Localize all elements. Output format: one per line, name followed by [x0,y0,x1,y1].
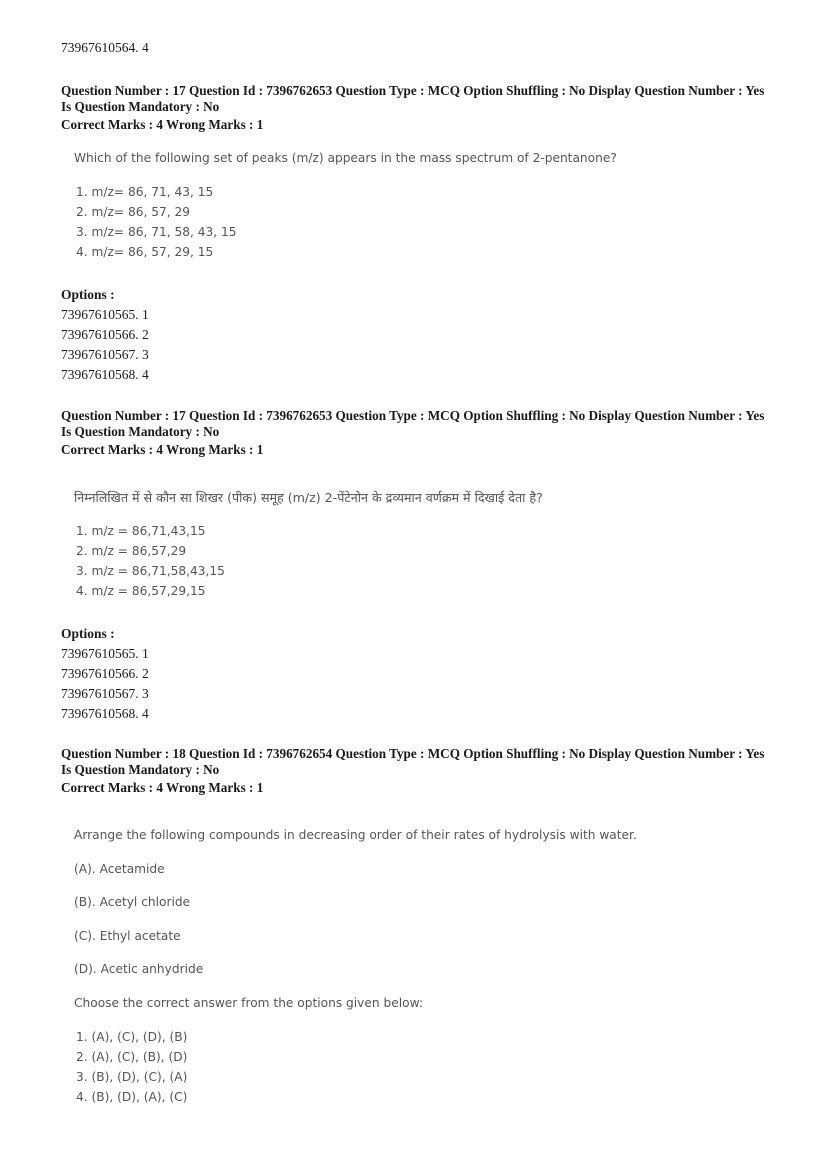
option-id: 73967610567. 3 [61,686,149,701]
question-meta-17-hi [61,408,777,458]
choice-item: 2. (A), (C), (B), (D) [76,1050,188,1064]
options-label: Options : [61,287,115,302]
instruction-text: Choose the correct answer from the options given below: [74,996,423,1010]
question-marks: Correct Marks : 4 Wrong Marks : 1 [61,117,264,132]
compound-item: (D). Acetic anhydride [74,962,204,976]
choice-list [76,182,237,262]
question-mandatory: Is Question Mandatory : No [61,99,220,114]
choice-item: 3. (B), (D), (C), (A) [76,1070,188,1084]
question-meta-18 [61,746,777,796]
question-mandatory: Is Question Mandatory : No [61,424,220,439]
option-id: 73967610566. 2 [61,327,149,342]
options-label: Options : [61,626,115,641]
option-id: 73967610565. 1 [61,307,149,322]
choice-item: 3. m/z= 86, 71, 58, 43, 15 [76,225,237,239]
choice-item: 3. m/z = 86,71,58,43,15 [76,564,225,578]
question-meta-header: Question Number : 17 Question Id : 7396762653 Question Type : MCQ Option Shuffling : No Display Question Number : Yes [61,83,765,98]
question-text: Arrange the following compounds in decreasing order of their rates of hydrolysis with water. [74,828,637,842]
choice-item: 2. m/z = 86,57,29 [76,544,187,558]
question-meta-header: Question Number : 18 Question Id : 7396762654 Question Type : MCQ Option Shuffling : No Display Question Number : Yes [61,746,765,761]
option-id: 73967610568. 4 [61,367,149,382]
option-id: 73967610566. 2 [61,666,149,681]
question-mandatory: Is Question Mandatory : No [61,762,220,777]
options-block [61,624,149,724]
choice-item: 4. (B), (D), (A), (C) [76,1090,188,1104]
compound-item: (C). Ethyl acetate [74,929,181,943]
question-text: Which of the following set of peaks (m/z) appears in the mass spectrum of 2-pentanone? [74,151,617,165]
choice-item: 2. m/z= 86, 57, 29 [76,205,190,219]
option-id: 73967610567. 3 [61,347,149,362]
choice-item: 1. m/z= 86, 71, 43, 15 [76,185,214,199]
choice-item: 4. m/z= 86, 57, 29, 15 [76,245,214,259]
choice-item: 1. (A), (C), (D), (B) [76,1030,188,1044]
compound-item: (A). Acetamide [74,862,165,876]
options-block [61,285,149,385]
choice-item: 1. m/z = 86,71,43,15 [76,524,206,538]
choice-list [76,1027,187,1107]
question-marks: Correct Marks : 4 Wrong Marks : 1 [61,442,264,457]
choice-item: 4. m/z = 86,57,29,15 [76,584,206,598]
choice-list [76,521,225,601]
previous-option-line: 73967610564. 4 [61,40,149,55]
option-id: 73967610565. 1 [61,646,149,661]
question-meta-17-en [61,83,777,133]
question-meta-header: Question Number : 17 Question Id : 7396762653 Question Type : MCQ Option Shuffling : No Display Question Number : Yes [61,408,765,423]
compound-item: (B). Acetyl chloride [74,895,191,909]
question-text: निम्नलिखित में से कौन सा शिखर (पीक) समूह (m/z) 2-पेंटेनोन के द्रव्यमान वर्णक्रम में दिखाई देता है? [74,490,543,505]
question-marks: Correct Marks : 4 Wrong Marks : 1 [61,780,264,795]
option-id: 73967610568. 4 [61,706,149,721]
